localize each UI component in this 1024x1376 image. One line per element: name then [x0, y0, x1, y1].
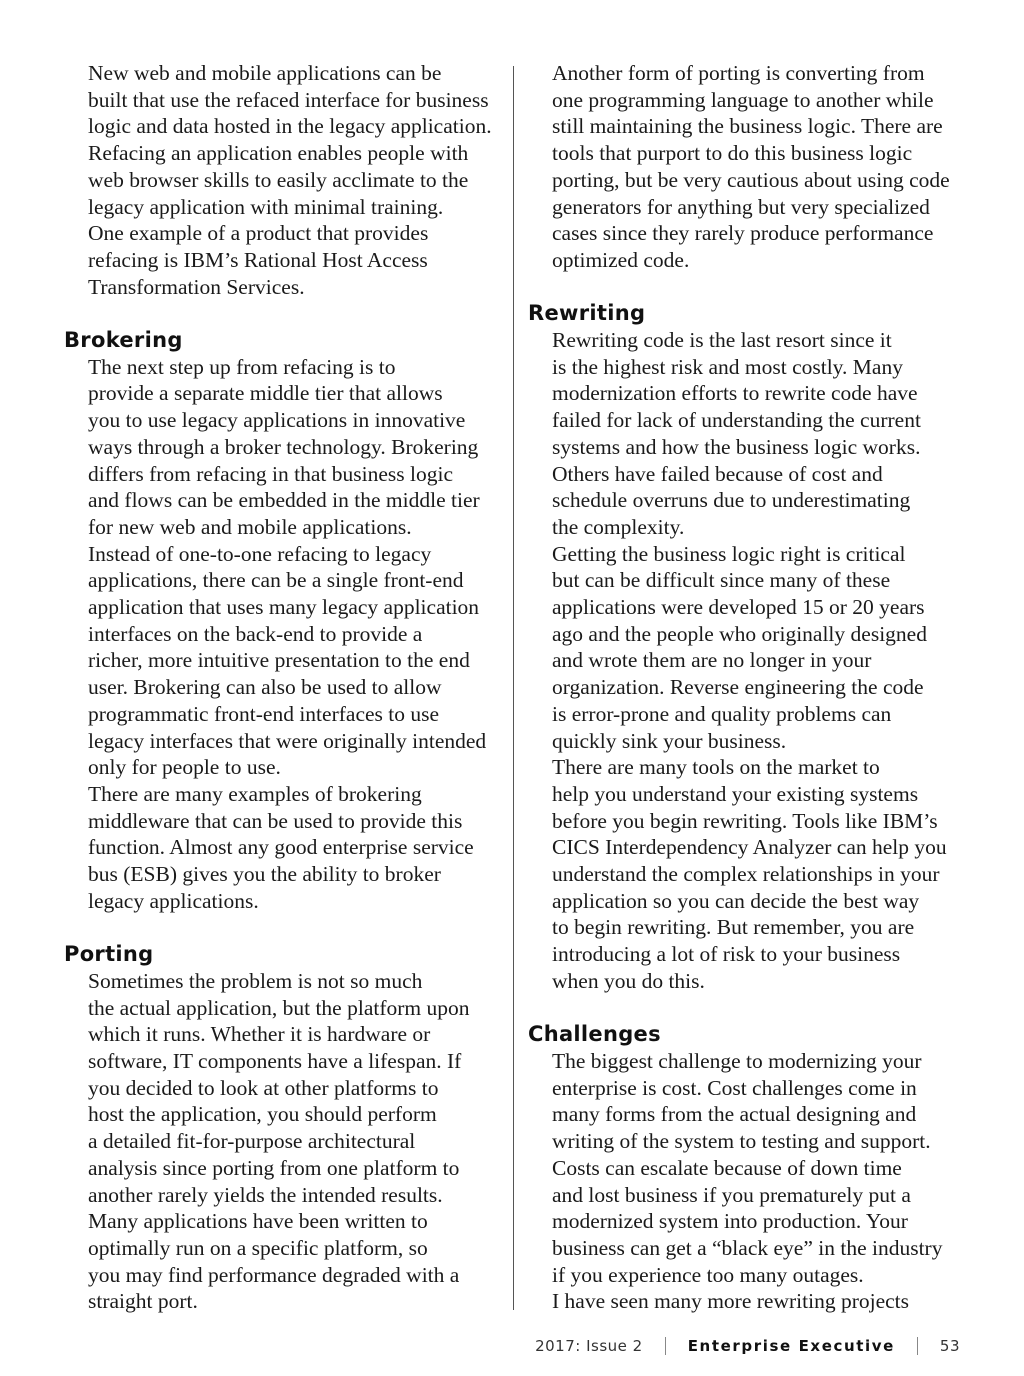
footer-separator: [665, 1337, 666, 1355]
text-line: legacy interfaces that were originally intended: [88, 728, 487, 753]
text-line: legacy applications.: [88, 888, 259, 913]
text-line: refacing is IBM’s Rational Host Access: [88, 247, 428, 272]
text-line: Another form of porting is converting from: [552, 61, 925, 85]
text-line: only for people to use.: [88, 755, 281, 780]
text-line: applications were developed 15 or 20 years: [552, 595, 925, 620]
text-line: bus (ESB) gives you the ability to broker: [88, 862, 441, 887]
text-line: straight port.: [88, 1289, 198, 1314]
footer-page-number: 53: [939, 1337, 960, 1355]
text-line: and lost business if you prematurely put a: [552, 1182, 911, 1207]
text-line: The biggest challenge to modernizing your: [552, 1048, 922, 1073]
heading-brokering: Brokering: [64, 328, 183, 353]
text-line: business can get a “black eye” in the industry: [552, 1235, 943, 1260]
text-line: One example of a product that provides: [88, 221, 429, 246]
text-line: Getting the business logic right is critical: [552, 541, 906, 566]
footer-magazine-title: Enterprise Executive: [687, 1337, 895, 1355]
text-line: ago and the people who originally designed: [552, 621, 927, 646]
text-line: application that uses many legacy application: [88, 595, 480, 620]
text-line: tools that purport to do this business logic: [552, 141, 913, 166]
right-column: [528, 60, 968, 1315]
text-line: There are many examples of brokering: [88, 781, 422, 806]
text-line: I have seen many more rewriting projects: [552, 1289, 910, 1314]
text-line: modernized system into production. Your: [552, 1209, 908, 1234]
text-line: interfaces on the back-end to provide a: [88, 621, 423, 646]
text-line: modernization efforts to rewrite code have: [552, 381, 918, 406]
text-line: Others have failed because of cost and: [552, 461, 883, 486]
text-line: legacy application with minimal training.: [88, 194, 444, 219]
text-line: many forms from the actual designing and: [552, 1102, 917, 1127]
text-line: provide a separate middle tier that allows: [88, 381, 443, 406]
footer-issue: 2017: Issue 2: [535, 1337, 643, 1355]
paragraph-brokering-front-end: [64, 541, 504, 781]
text-line: if you experience too many outages.: [552, 1262, 864, 1287]
text-line: systems and how the business logic works.: [552, 434, 921, 459]
text-line: writing of the system to testing and support.: [552, 1129, 931, 1154]
text-line: analysis since porting from one platform to: [88, 1155, 460, 1180]
text-line: quickly sink your business.: [552, 728, 787, 753]
text-line: you to use legacy applications in innovative: [88, 408, 466, 433]
text-line: you may find performance degraded with a: [88, 1262, 460, 1287]
text-line: Sometimes the problem is not so much: [88, 968, 423, 993]
paragraph-refacing-example: [64, 220, 504, 300]
left-column: [64, 60, 504, 1315]
text-line: schedule overruns due to underestimating: [552, 488, 911, 513]
text-line: ways through a broker technology. Brokering: [88, 434, 479, 459]
paragraph-porting-language: [528, 60, 968, 274]
text-line: There are many tools on the market to: [552, 755, 880, 780]
text-line: the actual application, but the platform upon: [88, 995, 470, 1020]
text-line: programmatic front-end interfaces to use: [88, 701, 440, 726]
text-line: built that use the refaced interface for business: [88, 87, 489, 112]
text-line: differs from refacing in that business logic: [88, 461, 454, 486]
text-line: and flows can be embedded in the middle tier: [88, 488, 480, 513]
column-divider: [513, 66, 514, 1310]
heading-rewriting: Rewriting: [528, 301, 646, 326]
text-line: Instead of one-to-one refacing to legacy: [88, 541, 432, 566]
text-line: to begin rewriting. But remember, you are: [552, 915, 915, 940]
text-line: failed for lack of understanding the current: [552, 408, 921, 433]
text-line: Costs can escalate because of down time: [552, 1155, 902, 1180]
text-line: the complexity.: [552, 514, 685, 539]
text-line: New web and mobile applications can be: [88, 61, 442, 85]
text-line: middleware that can be used to provide this: [88, 808, 463, 833]
paragraph-porting-platform: [64, 968, 504, 1315]
text-line: understand the complex relationships in your: [552, 862, 940, 887]
paragraph-rewriting-business-logic: [528, 541, 968, 755]
text-line: enterprise is cost. Cost challenges come in: [552, 1075, 917, 1100]
text-line: which it runs. Whether it is hardware or: [88, 1022, 431, 1047]
paragraph-rewriting-tools: [528, 754, 968, 994]
text-line: web browser skills to easily acclimate to the: [88, 167, 469, 192]
text-line: applications, there can be a single front-end: [88, 568, 464, 593]
text-line: another rarely yields the intended results.: [88, 1182, 443, 1207]
text-line: you decided to look at other platforms to: [88, 1075, 439, 1100]
paragraph-refacing-web-mobile: [64, 60, 504, 220]
text-line: software, IT components have a lifespan. If: [88, 1048, 462, 1073]
text-line: richer, more intuitive presentation to the end: [88, 648, 470, 673]
text-line: before you begin rewriting. Tools like IBM’s: [552, 808, 938, 833]
text-line: host the application, you should perform: [88, 1102, 437, 1127]
text-line: Many applications have been written to: [88, 1209, 428, 1234]
paragraph-challenges-cost: [528, 1048, 968, 1288]
paragraph-brokering-intro: [64, 354, 504, 541]
text-line: help you understand your existing systems: [552, 781, 919, 806]
text-line: is error-prone and quality problems can: [552, 701, 892, 726]
text-line: user. Brokering can also be used to allow: [88, 675, 442, 700]
text-line: Rewriting code is the last resort since it: [552, 328, 892, 353]
text-line: organization. Reverse engineering the code: [552, 675, 924, 700]
text-line: cases since they rarely produce performance: [552, 221, 934, 246]
text-line: CICS Interdependency Analyzer can help you: [552, 835, 947, 860]
text-line: The next step up from refacing is to: [88, 354, 396, 379]
paragraph-brokering-examples: [64, 781, 504, 915]
text-line: introducing a lot of risk to your business: [552, 942, 901, 967]
text-line: logic and data hosted in the legacy application.: [88, 114, 492, 139]
paragraph-challenges-rewriting-projects: [528, 1288, 968, 1315]
text-line: function. Almost any good enterprise service: [88, 835, 474, 860]
heading-porting: Porting: [64, 942, 154, 967]
text-line: optimized code.: [552, 247, 690, 272]
heading-challenges: Challenges: [528, 1022, 661, 1047]
text-line: when you do this.: [552, 968, 705, 993]
text-line: for new web and mobile applications.: [88, 514, 412, 539]
page-footer: [0, 1334, 960, 1358]
text-line: generators for anything but very specialized: [552, 194, 930, 219]
text-line: optimally run on a specific platform, so: [88, 1235, 428, 1260]
text-line: Transformation Services.: [88, 274, 305, 299]
text-line: Refacing an application enables people with: [88, 141, 469, 166]
footer-separator: [917, 1337, 918, 1355]
text-line: and wrote them are no longer in your: [552, 648, 872, 673]
text-line: but can be difficult since many of these: [552, 568, 891, 593]
text-line: application so you can decide the best way: [552, 888, 920, 913]
text-line: is the highest risk and most costly. Many: [552, 354, 903, 379]
text-line: still maintaining the business logic. There are: [552, 114, 943, 139]
paragraph-rewriting-risk: [528, 327, 968, 541]
text-line: porting, but be very cautious about using code: [552, 167, 950, 192]
text-line: one programming language to another while: [552, 87, 934, 112]
text-line: a detailed fit-for-purpose architectural: [88, 1129, 416, 1154]
